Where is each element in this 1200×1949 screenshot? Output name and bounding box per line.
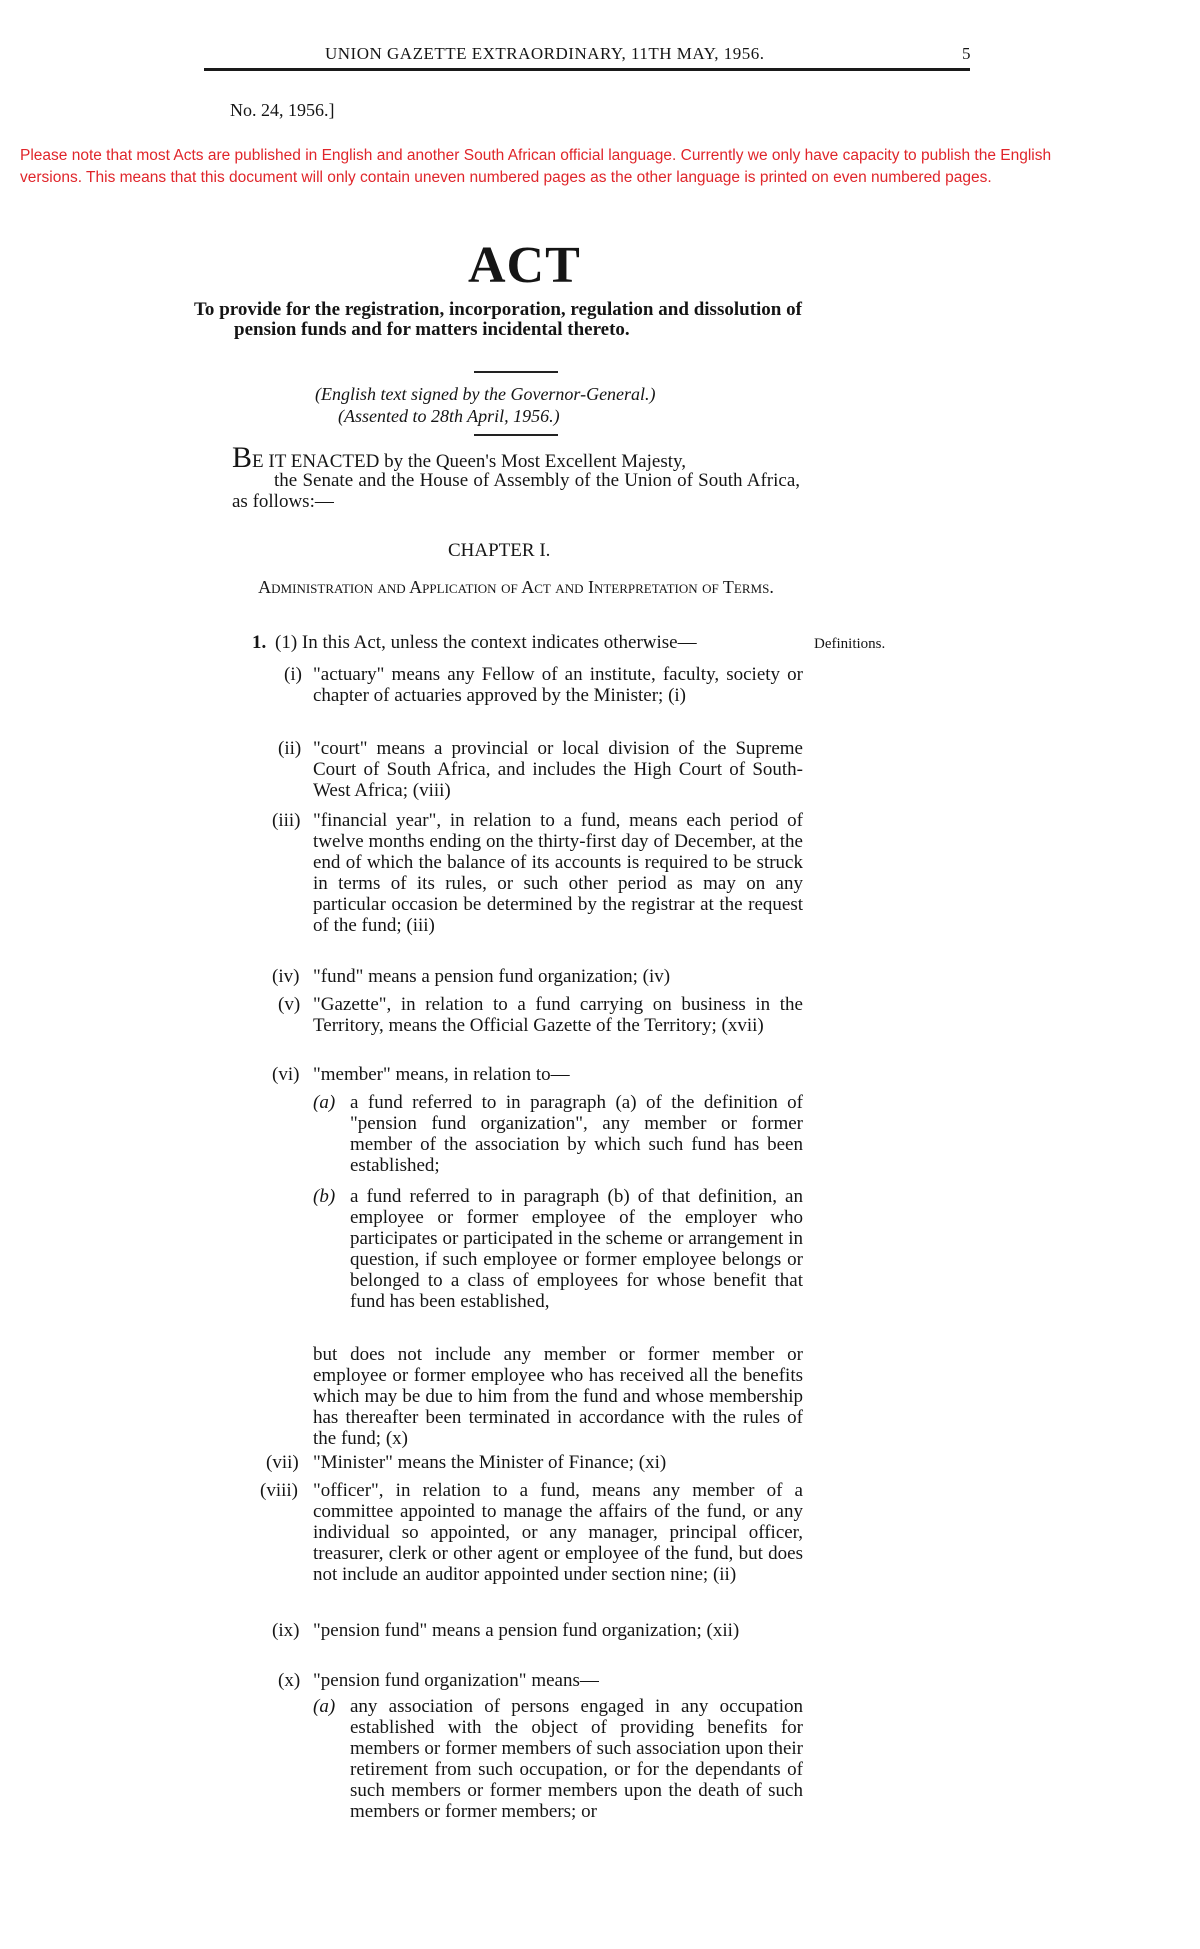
paragraph-text: a fund referred to in paragraph (a) of the definition of "pension fund organization", any member or former member of the association by which such fund has been established; — [350, 1092, 803, 1176]
paragraph-letter: (a) — [313, 1092, 336, 1113]
definition-number: (iv) — [272, 966, 300, 987]
section-number: 1. — [252, 632, 267, 653]
definition-text: "pension fund organization" means— — [313, 1670, 599, 1691]
notice-line-2: versions. This means that this document will only contain uneven numbered pages as the other language is printed on even numbered pages. — [20, 169, 992, 186]
definition-text: "officer", in relation to a fund, means any member of a committee appointed to manage the affairs of the fund, or any individual so appointed, or any manager, principal officer, treasurer, clerk or other agent or employee of the fund, but does not include an auditor appointed under section nine; (ii) — [313, 1480, 803, 1585]
definition-number: (ii) — [278, 738, 302, 759]
enacting-drop-letter: B — [232, 441, 253, 474]
chapter-heading: CHAPTER I. — [448, 540, 551, 561]
enacting-text: the Senate and the House of Assembly of the Union of South Africa, as follows:— — [232, 470, 800, 512]
definition-text: "actuary" means any Fellow of an institute, faculty, society or chapter of actuaries approved by the Minister; (i) — [313, 664, 803, 706]
definition-text: "Gazette", in relation to a fund carrying on business in the Territory, means the Official Gazette of the Territory; (xvii) — [313, 994, 803, 1036]
paragraph-text: a fund referred to in paragraph (b) of that definition, an employee or former employee of the employer who participates or participated in the scheme or arrangement in question, if such employee or former employee belongs or belonged to a class of employees for whose benefit that fund has been established, — [350, 1186, 803, 1312]
notice-line-1: Please note that most Acts are published in English and another South African official language. Currently we only have capacity to publish the English — [20, 147, 1052, 164]
rule-2 — [474, 434, 558, 436]
definition-text: "fund" means a pension fund organization; (iv) — [313, 966, 671, 987]
page-number: 5 — [962, 44, 971, 63]
long-title: To provide for the registration, incorporation, regulation and dissolution of pension funds and for matters incidental thereto. — [194, 299, 802, 340]
definition-number: (vi) — [272, 1064, 300, 1085]
definition-text: "court" means a provincial or local division of the Supreme Court of South Africa, and includes the High Court of South-West Africa; (viii) — [313, 738, 803, 801]
chapter-subheading: Administration and Application of Act and Interpretation of Terms. — [258, 577, 774, 597]
definition-number: (i) — [284, 664, 302, 685]
definition-text: "member" means, in relation to— — [313, 1064, 570, 1085]
paragraph-letter: (b) — [313, 1186, 336, 1207]
definition-number: (viii) — [260, 1480, 298, 1501]
definition-number: (v) — [278, 994, 301, 1015]
act-title: ACT — [468, 237, 581, 294]
member-definition-tail: but does not include any member or former member or employee or former employee who has received all the benefits which may be due to him from the fund and whose membership has thereafter been terminated in accordance with the rules of the fund; (x) — [313, 1344, 803, 1449]
section-intro: (1) In this Act, unless the context indicates otherwise— — [275, 632, 697, 653]
signed-note: (English text signed by the Governor-General.) — [315, 384, 656, 404]
paragraph-text: any association of persons engaged in any occupation established with the object of providing benefits for members or former members of such association upon their retirement from such occupation, or for the dependants of such members or former members upon the death of such members or former members; or — [350, 1696, 803, 1822]
gazette-header-title: UNION GAZETTE EXTRAORDINARY, 11TH MAY, 1956. — [325, 44, 765, 63]
definition-number: (ix) — [272, 1620, 300, 1641]
definition-number: (iii) — [272, 810, 301, 831]
header-rule — [204, 68, 970, 71]
paragraph-letter: (a) — [313, 1696, 336, 1717]
rule-1 — [474, 371, 558, 373]
definition-number: (x) — [278, 1670, 301, 1691]
definition-text: "Minister" means the Minister of Finance; (xi) — [313, 1452, 667, 1473]
definition-text: "pension fund" means a pension fund organization; (xii) — [313, 1620, 740, 1641]
assented-note: (Assented to 28th April, 1956.) — [338, 406, 560, 426]
definition-text: "financial year", in relation to a fund, means each period of twelve months ending on the thirty-first day of December, at the end of which the balance of its accounts is required to be struck in terms of its rules, or such other period as may on any particular occasion be determined by the registrar at the request of the fund; (iii) — [313, 810, 803, 936]
enacting-first-text: E IT ENACTED by the Queen's Most Excellent Majesty, — [252, 451, 687, 472]
definition-number: (vii) — [266, 1452, 299, 1473]
definitions-margin-note: Definitions. — [814, 636, 886, 652]
act-number: No. 24, 1956.] — [230, 100, 335, 120]
